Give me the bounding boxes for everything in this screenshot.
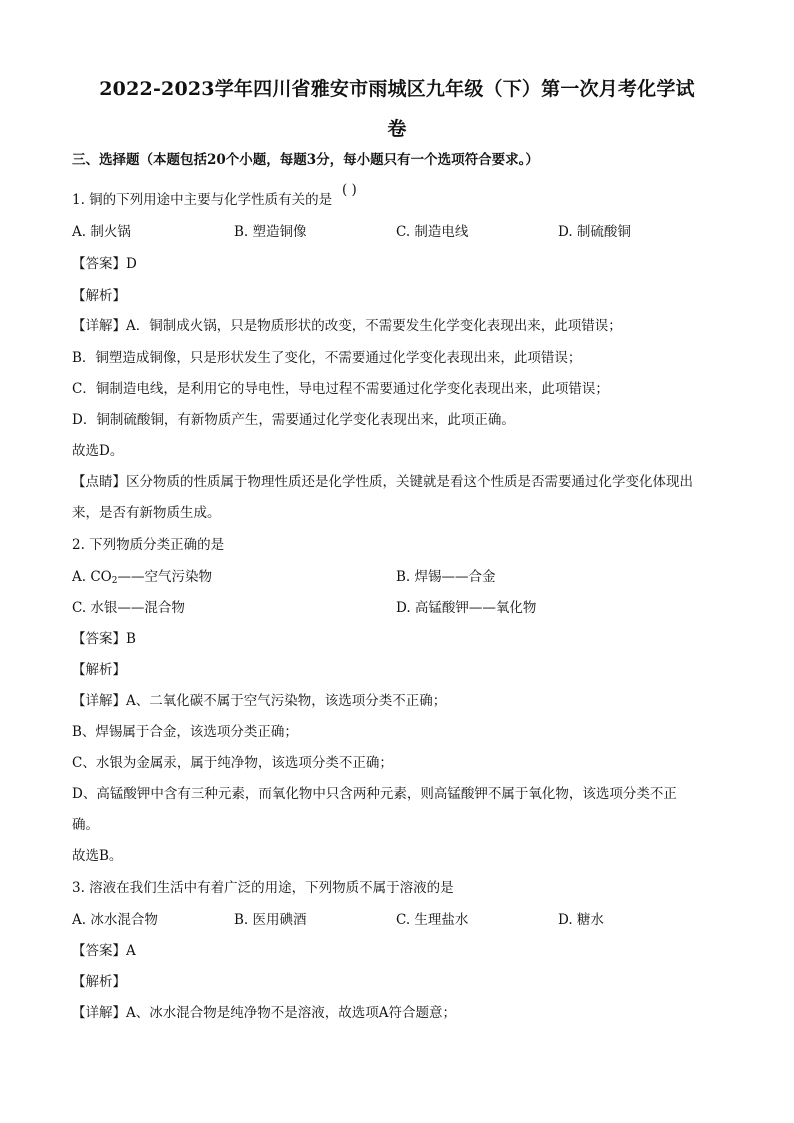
q2-detail-line: C、水银为金属汞，属于纯净物，该选项分类不正确； <box>72 755 393 771</box>
question-3-stem: 3. 溶液在我们生活中有着广泛的用途，下列物质不属于溶液的是 <box>72 880 454 896</box>
q1-detail-line: D．铜制硫酸铜，有新物质产生，需要通过化学变化表现出来，此项正确。 <box>72 412 515 428</box>
q2-analysis-label: 【解析】 <box>72 662 126 678</box>
q3-answer: 【答案】A <box>72 943 136 959</box>
q2-detail-line: D、高锰酸钾中含有三种元素，而氧化物中只含两种元素，则高锰酸钾不属于氧化物，该选项分类不正 <box>72 786 677 802</box>
q1-option-c: C. 制造电线 <box>396 224 469 240</box>
q1-analysis-label: 【解析】 <box>72 288 126 304</box>
answer-blank: ( ) <box>342 182 357 198</box>
q1-comment-line: 来，是否有新物质生成。 <box>72 505 221 521</box>
q3-detail-line: 【详解】A、冰水混合物是纯净物不是溶液，故选项A符合题意； <box>72 1005 456 1021</box>
q2-option-b: B. 焊锡——合金 <box>396 569 496 585</box>
page-title-continued: 卷 <box>387 118 407 140</box>
q1-detail-line: 【详解】A．铜制成火锅，只是物质形状的改变，不需要发生化学变化表现出来，此项错误； <box>72 318 622 334</box>
section-heading: 三、选择题（本题包括20个小题，每题3分，每小题只有一个选项符合要求。） <box>72 152 539 168</box>
q2-detail-line: 【详解】A、二氧化碳不属于空气污染物，该选项分类不正确； <box>72 693 447 709</box>
question-1-stem: 1. 铜的下列用途中主要与化学性质有关的是 <box>72 192 333 208</box>
q3-analysis-label: 【解析】 <box>72 974 126 990</box>
q3-option-a: A. 冰水混合物 <box>72 912 158 928</box>
q1-answer: 【答案】D <box>72 256 137 272</box>
q1-option-d: D. 制硫酸铜 <box>558 224 631 240</box>
question-2-stem: 2. 下列物质分类正确的是 <box>72 537 225 553</box>
q2-detail-line: B、焊锡属于合金，该选项分类正确； <box>72 724 298 740</box>
q1-detail-line: 故选D。 <box>72 443 124 459</box>
q2-detail-line: 故选B。 <box>72 848 123 864</box>
q1-comment-line: 【点睛】区分物质的性质属于物理性质还是化学性质，关键就是看这个性质是否需要通过化学变化体现出 <box>72 474 693 490</box>
q2-detail-line: 确。 <box>72 817 99 833</box>
q3-option-c: C. 生理盐水 <box>396 912 469 928</box>
q2-option-d: D. 高锰酸钾——氧化物 <box>396 600 537 616</box>
q2-answer: 【答案】B <box>72 631 136 647</box>
q1-detail-line: C．铜制造电线，是利用它的导电性，导电过程不需要通过化学变化表现出来，此项错误； <box>72 381 609 397</box>
page-title: 2022-2023学年四川省雅安市雨城区九年级（下）第一次月考化学试 <box>99 78 695 100</box>
q1-option-a: A. 制火锅 <box>72 224 131 240</box>
q2-option-c: C. 水银——混合物 <box>72 600 185 616</box>
q3-option-b: B. 医用碘酒 <box>234 912 307 928</box>
q1-detail-line: B．铜塑造成铜像，只是形状发生了变化，不需要通过化学变化表现出来，此项错误； <box>72 350 582 366</box>
q2-option-a: A. $CO_2——$空气污染物 <box>72 569 212 586</box>
q3-option-d: D. 糖水 <box>558 912 604 928</box>
q1-option-b: B. 塑造铜像 <box>234 224 307 240</box>
